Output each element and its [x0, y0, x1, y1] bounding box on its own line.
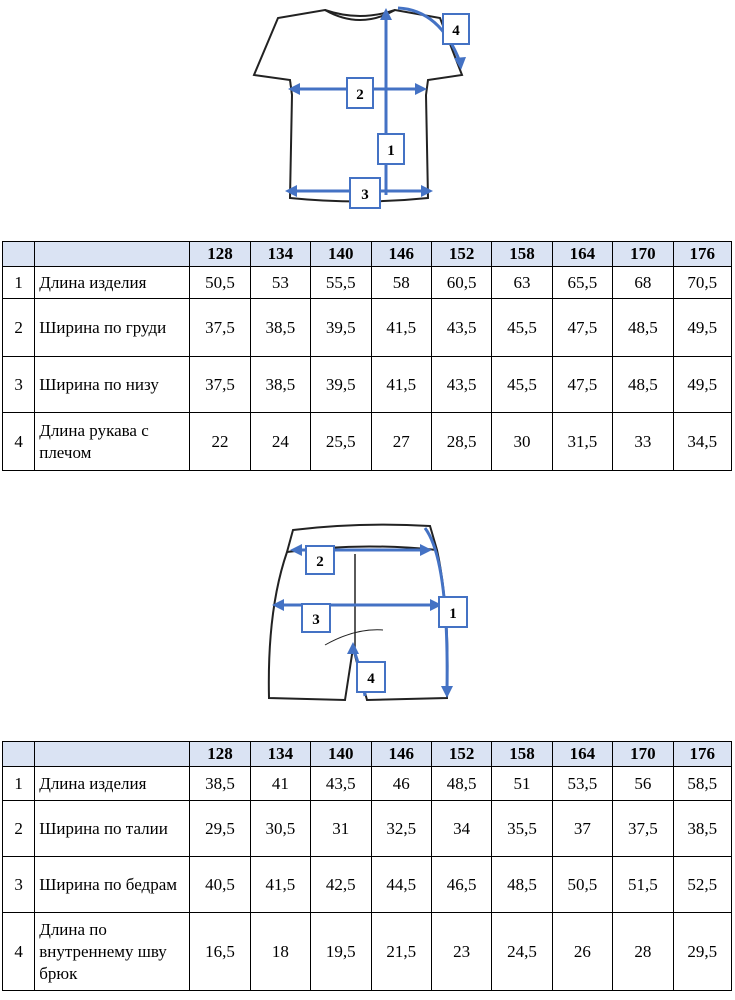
cell-value: 42,5	[311, 857, 371, 913]
row-label: Длина изделия	[35, 767, 190, 801]
cell-value: 51,5	[613, 857, 673, 913]
header-size-158: 158	[492, 242, 552, 267]
cell-value: 68	[613, 267, 673, 299]
table-row	[3, 913, 732, 991]
cell-value: 56	[613, 767, 673, 801]
cell-value: 41	[250, 767, 310, 801]
marker-3: 3	[361, 187, 369, 203]
table-row	[3, 413, 732, 471]
cell-value: 55,5	[311, 267, 371, 299]
header-cell	[35, 742, 190, 767]
cell-value: 24,5	[492, 913, 552, 991]
cell-value: 33	[613, 413, 673, 471]
cell-value: 35,5	[492, 801, 552, 857]
cell-value: 38,5	[250, 299, 310, 357]
cell-value: 50,5	[190, 267, 250, 299]
cell-value: 37,5	[190, 299, 250, 357]
cell-value: 45,5	[492, 299, 552, 357]
cell-value: 52,5	[673, 857, 731, 913]
header-size-146: 146	[371, 742, 431, 767]
cell-value: 46	[371, 767, 431, 801]
cell-value: 27	[371, 413, 431, 471]
header-size-140: 140	[311, 242, 371, 267]
cell-value: 48,5	[613, 357, 673, 413]
marker-1: 1	[449, 606, 457, 622]
row-label: Ширина по талии	[35, 801, 190, 857]
cell-value: 26	[552, 913, 612, 991]
cell-value: 41,5	[371, 357, 431, 413]
cell-value: 19,5	[311, 913, 371, 991]
header-size-152: 152	[431, 742, 491, 767]
cell-value: 16,5	[190, 913, 250, 991]
shorts-drawing	[265, 520, 485, 705]
row-label: Ширина по низу	[35, 357, 190, 413]
cell-value: 70,5	[673, 267, 731, 299]
cell-value: 34,5	[673, 413, 731, 471]
table-row	[3, 267, 732, 299]
cell-value: 49,5	[673, 357, 731, 413]
header-cell	[35, 242, 190, 267]
cell-value: 50,5	[552, 857, 612, 913]
cell-value: 29,5	[190, 801, 250, 857]
row-label: Ширина по бедрам	[35, 857, 190, 913]
header-size-164: 164	[552, 742, 612, 767]
shorts-size-table	[2, 741, 732, 991]
cell-value: 48,5	[613, 299, 673, 357]
cell-value: 58,5	[673, 767, 731, 801]
row-index: 1	[3, 767, 35, 801]
header-cell	[3, 242, 35, 267]
cell-value: 48,5	[492, 857, 552, 913]
header-size-134: 134	[250, 742, 310, 767]
row-index: 4	[3, 413, 35, 471]
cell-value: 38,5	[190, 767, 250, 801]
header-size-170: 170	[613, 242, 673, 267]
row-index: 3	[3, 857, 35, 913]
header-size-152: 152	[431, 242, 491, 267]
cell-value: 63	[492, 267, 552, 299]
header-size-146: 146	[371, 242, 431, 267]
cell-value: 51	[492, 767, 552, 801]
row-index: 2	[3, 801, 35, 857]
cell-value: 43,5	[431, 299, 491, 357]
cell-value: 30	[492, 413, 552, 471]
tshirt-size-table	[2, 241, 732, 471]
cell-value: 46,5	[431, 857, 491, 913]
header-size-158: 158	[492, 742, 552, 767]
cell-value: 53,5	[552, 767, 612, 801]
cell-value: 34	[431, 801, 491, 857]
cell-value: 41,5	[371, 299, 431, 357]
table-row	[3, 299, 732, 357]
cell-value: 30,5	[250, 801, 310, 857]
cell-value: 39,5	[311, 357, 371, 413]
cell-value: 60,5	[431, 267, 491, 299]
table-row	[3, 767, 732, 801]
row-index: 4	[3, 913, 35, 991]
header-size-164: 164	[552, 242, 612, 267]
cell-value: 23	[431, 913, 491, 991]
cell-value: 38,5	[673, 801, 731, 857]
cell-value: 39,5	[311, 299, 371, 357]
row-label: Длина рукава с плечом	[35, 413, 190, 471]
table-header-row	[3, 742, 732, 767]
cell-value: 49,5	[673, 299, 731, 357]
row-label: Длина по внутреннему шву брюк	[35, 913, 190, 991]
table-row	[3, 857, 732, 913]
row-label: Ширина по груди	[35, 299, 190, 357]
cell-value: 47,5	[552, 299, 612, 357]
cell-value: 28,5	[431, 413, 491, 471]
header-size-176: 176	[673, 742, 731, 767]
cell-value: 65,5	[552, 267, 612, 299]
cell-value: 32,5	[371, 801, 431, 857]
cell-value: 40,5	[190, 857, 250, 913]
header-size-176: 176	[673, 242, 731, 267]
header-size-140: 140	[311, 742, 371, 767]
cell-value: 41,5	[250, 857, 310, 913]
cell-value: 43,5	[431, 357, 491, 413]
cell-value: 29,5	[673, 913, 731, 991]
header-size-170: 170	[613, 742, 673, 767]
tshirt-illustration	[240, 0, 480, 215]
cell-value: 37,5	[613, 801, 673, 857]
cell-value: 37,5	[190, 357, 250, 413]
cell-value: 18	[250, 913, 310, 991]
table-header-row	[3, 242, 732, 267]
cell-value: 21,5	[371, 913, 431, 991]
header-size-134: 134	[250, 242, 310, 267]
cell-value: 53	[250, 267, 310, 299]
cell-value: 47,5	[552, 357, 612, 413]
cell-value: 44,5	[371, 857, 431, 913]
row-index: 3	[3, 357, 35, 413]
cell-value: 31	[311, 801, 371, 857]
marker-4: 4	[452, 23, 460, 39]
cell-value: 38,5	[250, 357, 310, 413]
cell-value: 37	[552, 801, 612, 857]
cell-value: 31,5	[552, 413, 612, 471]
row-index: 1	[3, 267, 35, 299]
cell-value: 28	[613, 913, 673, 991]
cell-value: 43,5	[311, 767, 371, 801]
row-label: Длина изделия	[35, 267, 190, 299]
marker-1: 1	[387, 143, 395, 159]
cell-value: 24	[250, 413, 310, 471]
header-size-128: 128	[190, 742, 250, 767]
cell-value: 58	[371, 267, 431, 299]
cell-value: 45,5	[492, 357, 552, 413]
cell-value: 48,5	[431, 767, 491, 801]
header-size-128: 128	[190, 242, 250, 267]
cell-value: 22	[190, 413, 250, 471]
marker-2: 2	[316, 554, 324, 570]
header-cell	[3, 742, 35, 767]
shorts-illustration	[265, 520, 485, 705]
table-row	[3, 357, 732, 413]
cell-value: 25,5	[311, 413, 371, 471]
marker-2: 2	[356, 87, 364, 103]
tshirt-drawing	[240, 0, 480, 215]
row-index: 2	[3, 299, 35, 357]
marker-3: 3	[312, 612, 320, 628]
marker-4: 4	[367, 671, 375, 687]
table-row	[3, 801, 732, 857]
